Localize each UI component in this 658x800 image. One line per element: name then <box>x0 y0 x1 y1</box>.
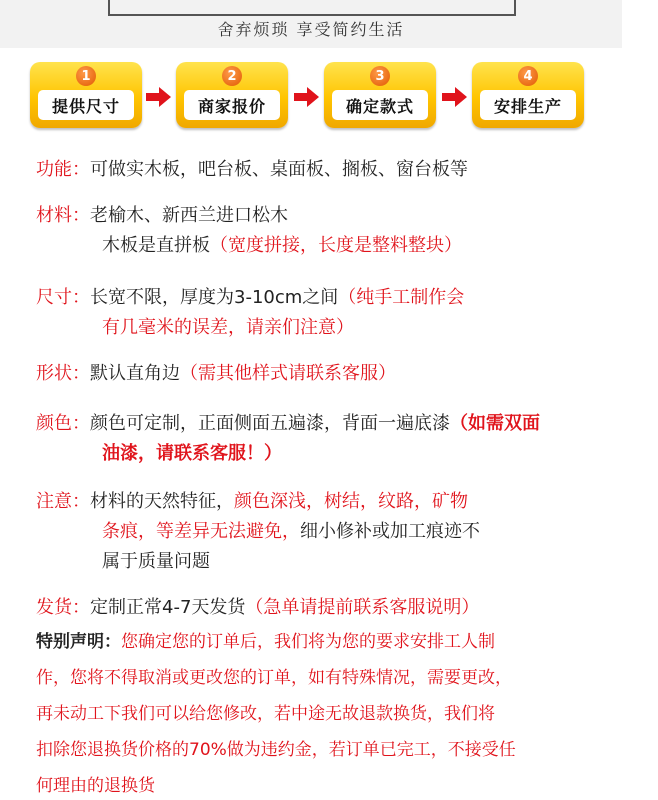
step-4 <box>472 62 584 128</box>
color-row-2 <box>102 440 282 468</box>
process-steps <box>0 62 658 134</box>
material-text-2: 木板是直拼板 <box>102 235 210 256</box>
arrow-right-icon <box>294 85 320 109</box>
material-label: 材料： <box>36 205 90 226</box>
shape-note: （需其他样式请联系客服） <box>180 363 396 384</box>
size-text: 长宽不限，厚度为3-10cm之间 <box>90 287 339 308</box>
size-row <box>36 284 464 312</box>
color-text: 颜色可定制，正面侧面五遍漆，背面一遍底漆 <box>90 413 450 434</box>
statement-row <box>36 628 495 656</box>
material-text: 老榆木、新西兰进口松木 <box>90 205 288 226</box>
color-row <box>36 410 540 438</box>
shipping-text: 定制正常4-7天发货 <box>90 597 246 618</box>
shipping-row <box>36 594 479 622</box>
shipping-label: 发货： <box>36 597 90 618</box>
notice-text-2: 细小修补或加工痕迹不 <box>300 521 480 542</box>
step-2 <box>176 62 288 128</box>
statement-line-4: 扣除您退换货价格的70%做为违约金，若订单已完工，不接受任 <box>36 740 516 760</box>
step-label: 提供尺寸 <box>38 90 134 120</box>
step-label: 商家报价 <box>184 90 280 120</box>
material-note: （宽度拼接，长度是整料整块） <box>210 235 462 256</box>
statement-label: 特别声明： <box>36 632 121 652</box>
step-label: 安排生产 <box>480 90 576 120</box>
step-3 <box>324 62 436 128</box>
size-note-2: 有几毫米的误差，请亲们注意） <box>102 317 354 338</box>
shape-row <box>36 360 396 388</box>
color-note: （如需双面 <box>450 413 540 434</box>
notice-red: 颜色深浅，树结，纹路，矿物 <box>234 491 468 512</box>
material-row-2 <box>102 232 462 260</box>
shape-text: 默认直角边 <box>90 363 180 384</box>
shape-label: 形状： <box>36 363 90 384</box>
size-label: 尺寸： <box>36 287 90 308</box>
slogan: 舍弃烦琐 享受简约生活 <box>217 20 405 39</box>
step-1 <box>30 62 142 128</box>
material-row <box>36 202 288 230</box>
notice-text: 材料的天然特征， <box>90 491 234 512</box>
notice-label: 注意： <box>36 491 90 512</box>
statement-line-2: 作，您将不得取消或更改您的订单，如有特殊情况，需要更改， <box>36 668 512 688</box>
notice-row-2 <box>102 518 480 546</box>
shipping-note: （急单请提前联系客服说明） <box>245 597 480 618</box>
arrow-right-icon <box>146 85 172 109</box>
step-number: 2 <box>222 66 242 86</box>
size-row-2 <box>102 314 354 342</box>
step-label: 确定款式 <box>332 90 428 120</box>
function-label: 功能： <box>36 159 90 180</box>
arrow-right-icon <box>442 85 468 109</box>
function-row <box>36 156 468 184</box>
statement-line-3: 再未动工下我们可以给您修改，若中途无故退款换货，我们将 <box>36 704 495 724</box>
header-frame <box>108 0 516 16</box>
step-number: 1 <box>76 66 96 86</box>
step-number: 4 <box>518 66 538 86</box>
color-label: 颜色： <box>36 413 90 434</box>
notice-row-3 <box>102 548 210 576</box>
function-text: 可做实木板，吧台板、桌面板、搁板、窗台板等 <box>90 159 468 180</box>
statement-line-5: 何理由的退换货 <box>36 776 155 796</box>
notice-row <box>36 488 468 516</box>
notice-red-2: 条痕，等差异无法避免， <box>102 521 300 542</box>
size-note: （纯手工制作会 <box>338 287 465 308</box>
statement-line-1: 您确定您的订单后，我们将为您的要求安排工人制 <box>121 632 495 652</box>
notice-text-3: 属于质量问题 <box>102 551 210 572</box>
step-number: 3 <box>370 66 390 86</box>
color-note-2: 油漆，请联系客服！） <box>102 443 282 464</box>
